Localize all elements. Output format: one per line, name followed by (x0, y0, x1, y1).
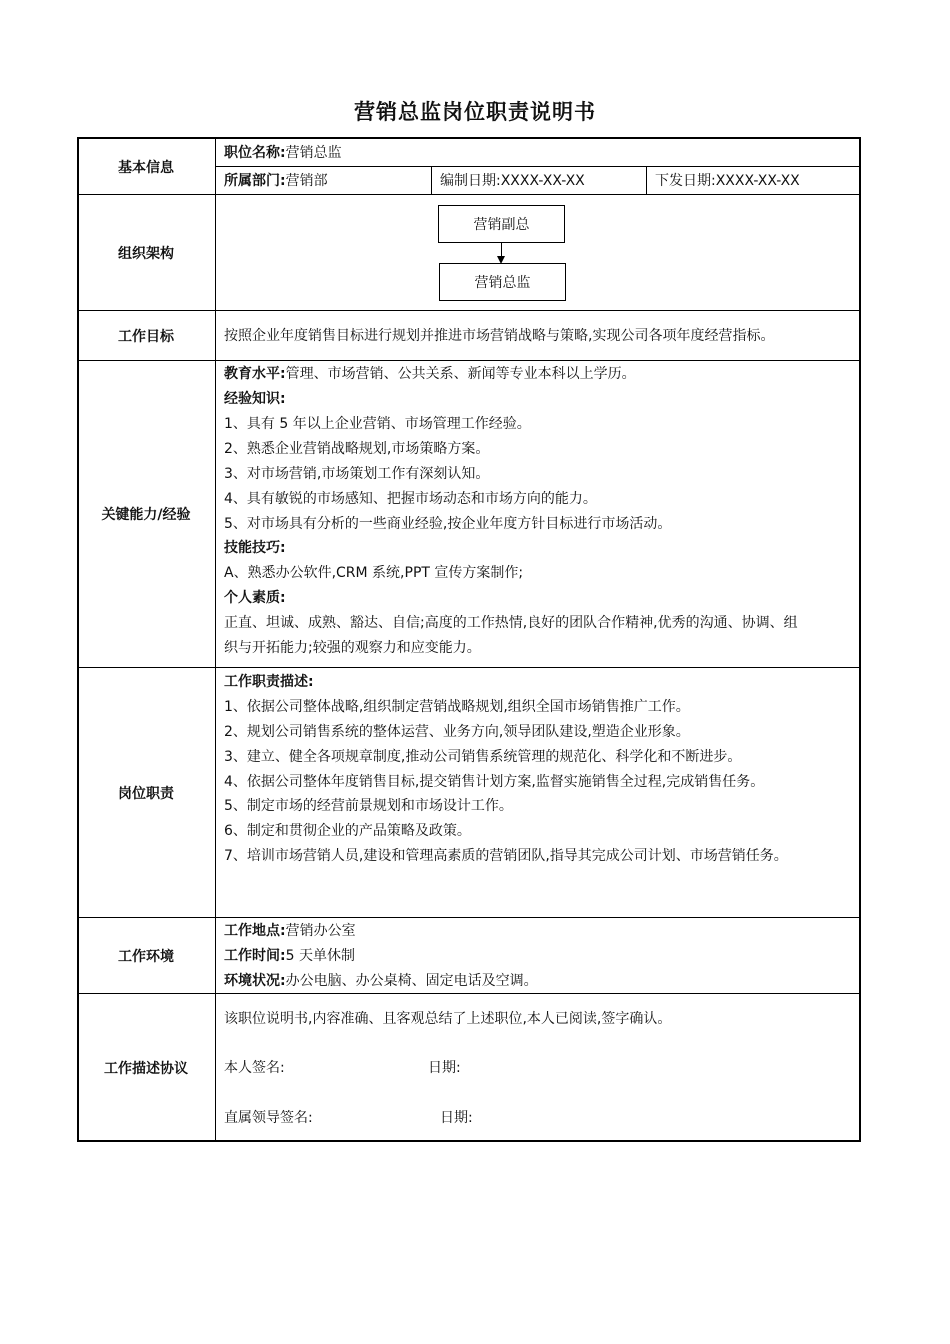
label-org-structure: 组织架构 (118, 245, 174, 262)
work-time-value: 5 天单休制 (285, 948, 355, 964)
education-level (224, 364, 636, 384)
quality-line: 织与开拓能力;较强的观察力和应变能力。 (224, 640, 481, 656)
department-value: 营销部 (285, 173, 328, 189)
work-conditions-value: 办公电脑、办公桌椅、固定电话及空调。 (285, 973, 538, 989)
skill-item: A、熟悉办公软件,CRM 系统,PPT 宣传方案制作; (224, 565, 524, 581)
self-date-label: 日期: (428, 1060, 461, 1076)
experience-heading: 经验知识: (224, 391, 286, 407)
leader-date-label: 日期: (440, 1110, 473, 1126)
duty-item: 6、制定和贯彻企业的产品策略及政策。 (224, 823, 471, 839)
label-work-env: 工作环境 (118, 948, 174, 965)
compiled-date: 编制日期:XXXX-XX-XX (440, 173, 585, 189)
label-work-goal: 工作目标 (118, 328, 174, 345)
experience-item: 2、熟悉企业营销战略规划,市场策略方案。 (224, 441, 490, 457)
duty-item: 3、建立、健全各项规章制度,推动公司销售系统管理的规范化、科学化和不断进步。 (224, 749, 742, 765)
skill-heading: 技能技巧: (224, 540, 286, 556)
org-box-superior: 营销副总 (438, 205, 565, 243)
duty-item: 2、规划公司销售系统的整体运营、业务方向,领导团队建设,塑造企业形象。 (224, 724, 690, 740)
work-conditions (224, 971, 538, 991)
self-signature-label: 本人签名: (224, 1060, 285, 1076)
experience-item: 5、对市场具有分析的一些商业经验,按企业年度方针目标进行市场活动。 (224, 516, 672, 532)
work-time (224, 946, 355, 966)
label-agreement: 工作描述协议 (104, 1060, 188, 1077)
duty-item: 5、制定市场的经营前景规划和市场设计工作。 (224, 798, 513, 814)
info-divider-1 (431, 166, 432, 194)
department (224, 171, 328, 191)
duty-heading: 工作职责描述: (224, 674, 314, 690)
work-conditions-key: 环境状况: (224, 973, 286, 989)
label-column-divider (215, 138, 216, 1141)
label-basic-info: 基本信息 (118, 159, 174, 176)
work-place-key: 工作地点: (224, 923, 286, 939)
position-name (224, 143, 342, 163)
position-name-value: 营销总监 (285, 145, 342, 161)
position-name-key: 职位名称: (224, 145, 286, 161)
duty-item: 1、依据公司整体战略,组织制定营销战略规划,组织全国市场销售推广工作。 (224, 699, 690, 715)
work-time-key: 工作时间: (224, 948, 286, 964)
duty-item: 4、依据公司整体年度销售目标,提交销售计划方案,监督实施销售全过程,完成销售任务。 (224, 774, 765, 790)
agreement-statement: 该职位说明书,内容准确、且客观总结了上述职位,本人已阅读,签字确认。 (224, 1011, 672, 1027)
org-box-self: 营销总监 (439, 263, 566, 301)
info-row-divider (215, 166, 860, 167)
label-job-duty: 岗位职责 (118, 785, 174, 802)
experience-item: 1、具有 5 年以上企业营销、市场管理工作经验。 (224, 416, 531, 432)
duty-item: 7、培训市场营销人员,建设和管理高素质的营销团队,指导其完成公司计划、市场营销任务。 (224, 848, 788, 864)
quality-heading: 个人素质: (224, 590, 286, 606)
quality-line: 正直、坦诚、成熟、豁达、自信;高度的工作热情,良好的团队合作精神,优秀的沟通、协调、组 (224, 615, 798, 631)
education-key: 教育水平: (224, 366, 286, 382)
work-place (224, 921, 356, 941)
info-divider-2 (646, 166, 647, 194)
document-title: 营销总监岗位职责说明书 (354, 100, 596, 124)
issued-date: 下发日期:XXXX-XX-XX (655, 173, 800, 189)
label-key-ability: 关键能力/经验 (101, 507, 191, 523)
experience-item: 4、具有敏锐的市场感知、把握市场动态和市场方向的能力。 (224, 491, 597, 507)
education-value: 管理、市场营销、公共关系、新闻等专业本科以上学历。 (285, 366, 636, 382)
experience-item: 3、对市场营销,市场策划工作有深刻认知。 (224, 466, 490, 482)
work-place-value: 营销办公室 (285, 923, 356, 939)
work-goal-text: 按照企业年度销售目标进行规划并推进市场营销战略与策略,实现公司各项年度经营指标。 (224, 328, 775, 344)
department-key: 所属部门: (224, 173, 286, 189)
leader-signature-label: 直属领导签名: (224, 1110, 313, 1126)
